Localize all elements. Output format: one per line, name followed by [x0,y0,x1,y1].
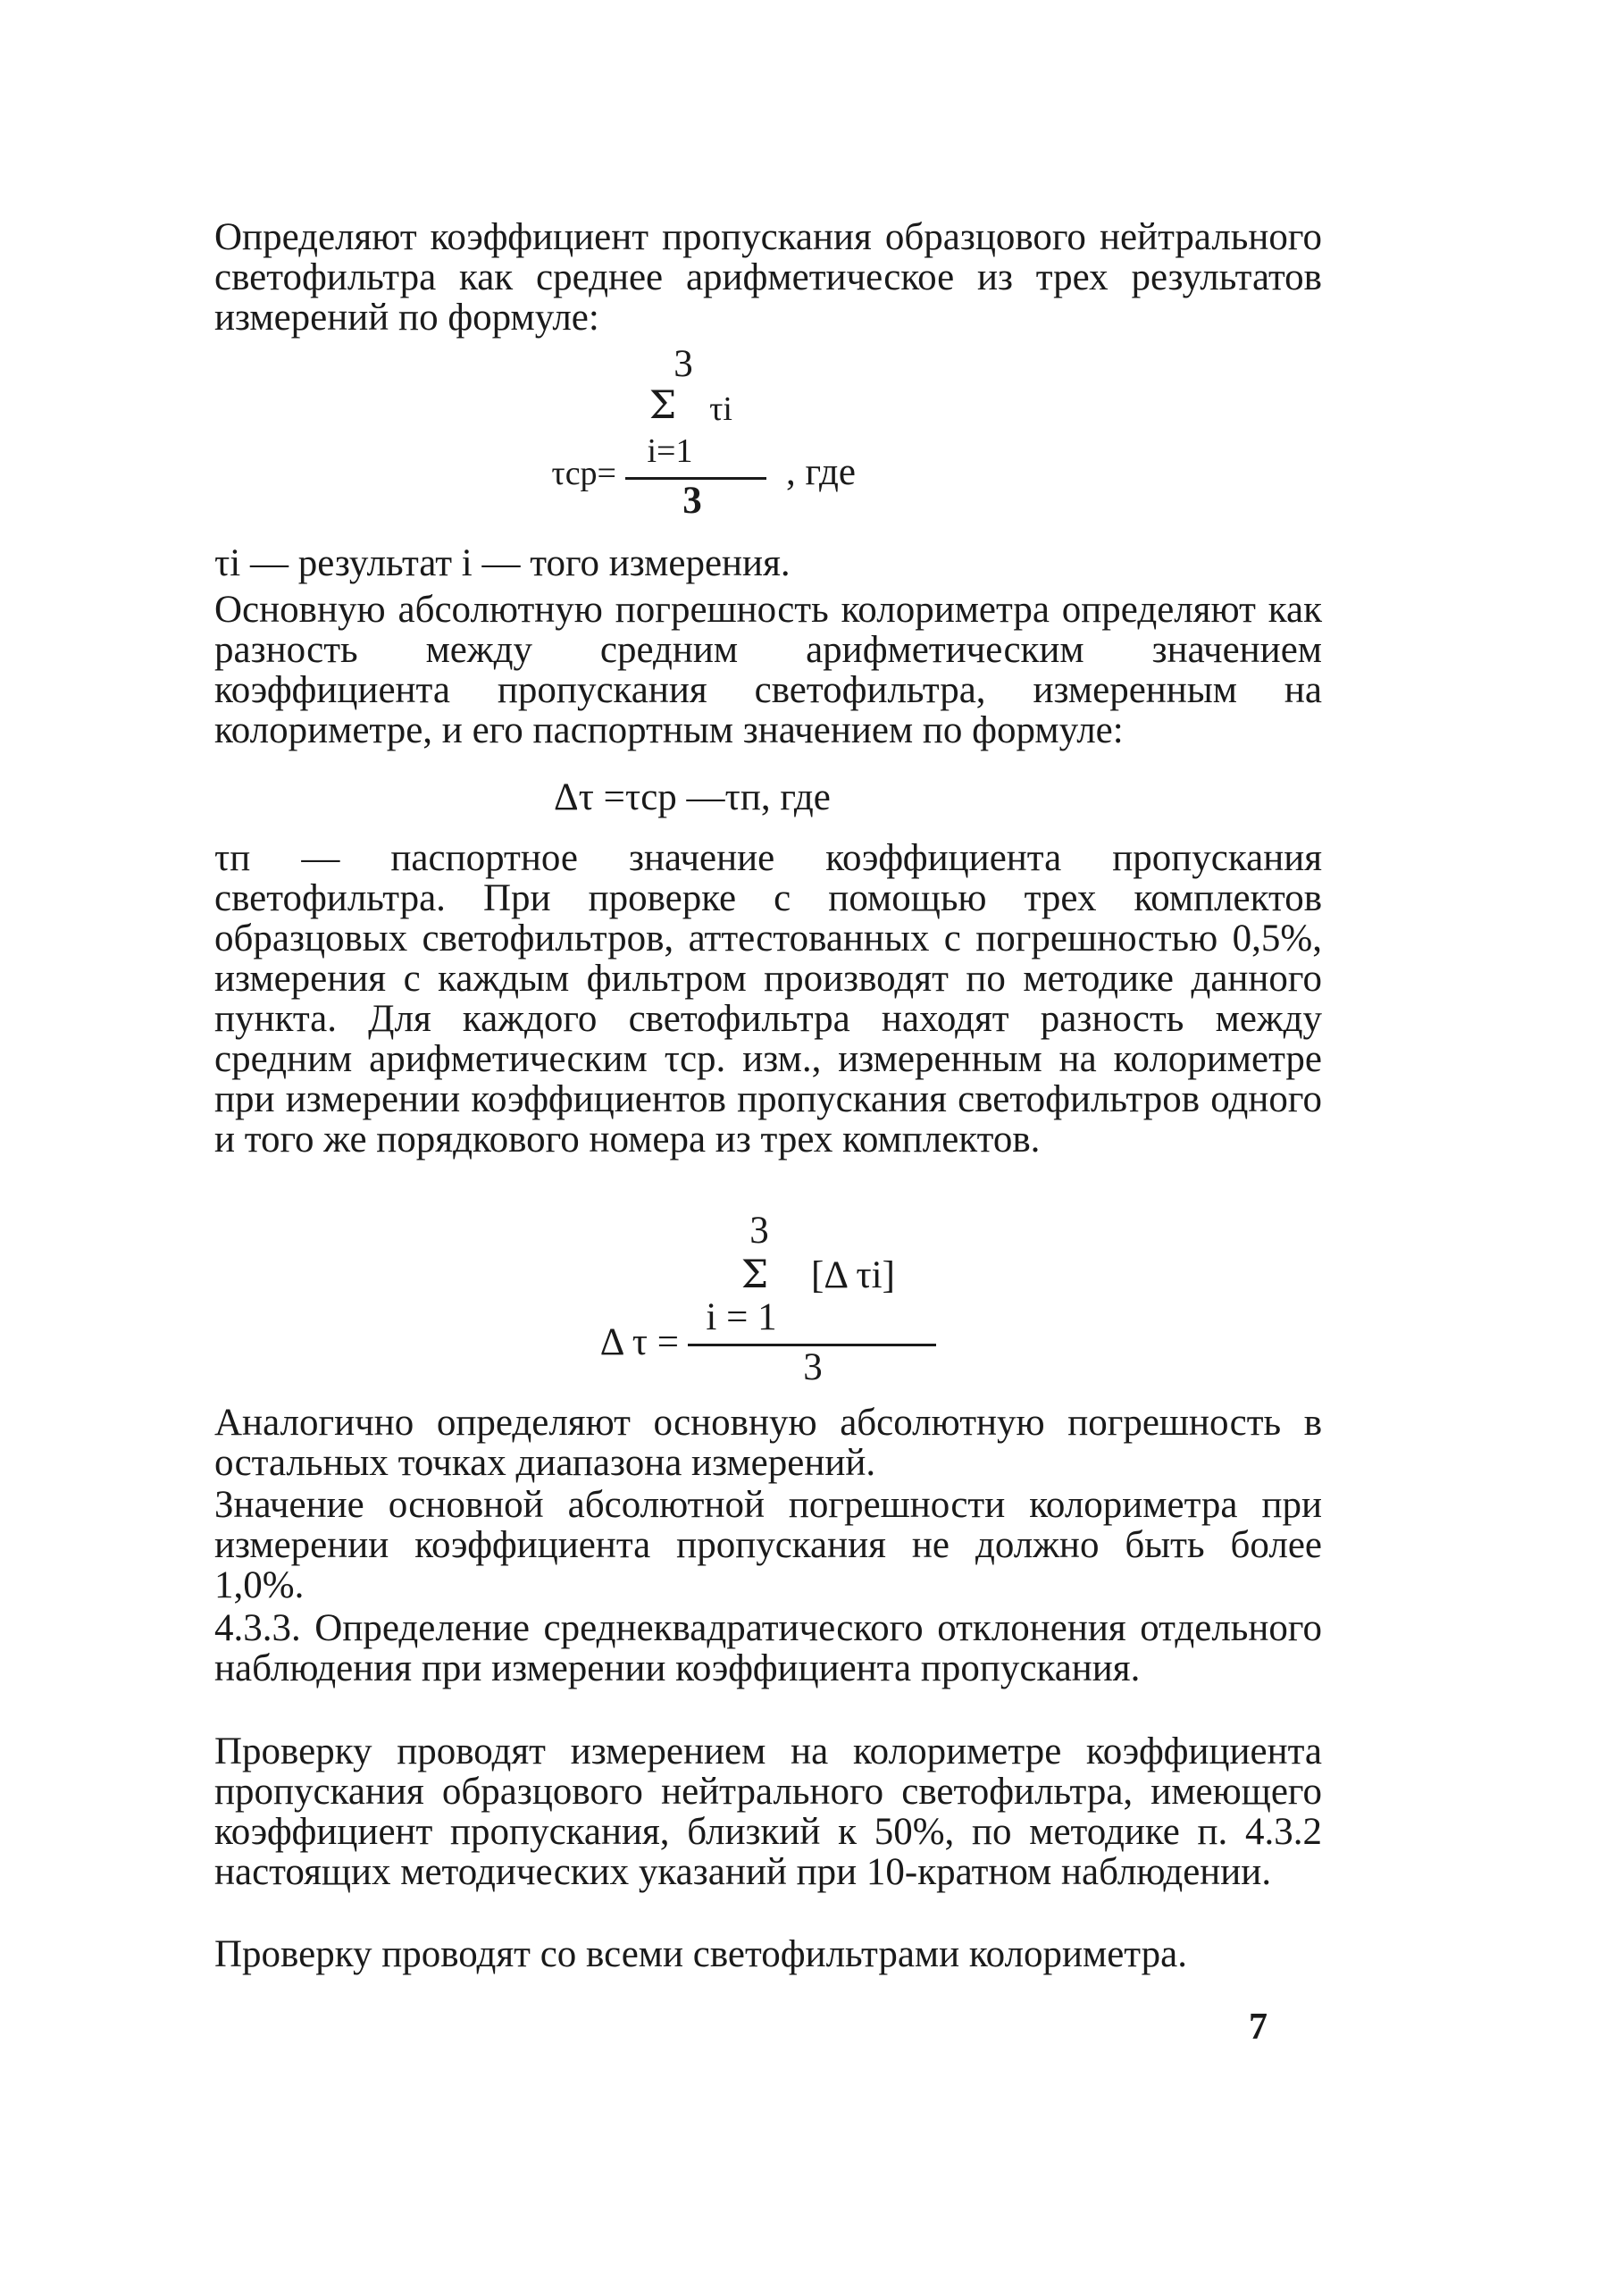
paragraph-analogous: Аналогично определяют основную абсолютную погрешность в остальных точках диапазона измерений. [214,1402,1322,1484]
paragraph-tau-i-definition: τi — результат i — того измерения. [214,542,791,584]
sum3-term: [Δ τi] [811,1254,895,1296]
sigma3-symbol: Σ [740,1253,769,1297]
paragraph-all-filters: Проверку проводят со всеми светофильтрами колориметра. [214,1933,1187,1975]
paragraph-verification-method: Проверку проводят измерением на колориметре коэффициента пропускания образцового нейтрального светофильтра, имеющего коэффициент пропускания, близкий к 50%, по методике п. 4.3.2 настоящих методических указаний при 10-кратном наблюдении. [214,1730,1322,1893]
formula1-lhs: τcp= [551,455,616,492]
formula3-denominator: 3 [803,1346,823,1388]
formula1-suffix: , где [786,451,856,493]
paragraph-tau-n-definition: τп — паспортное значение коэффициента пропускания светофильтра. При проверке с помощью трех комплектов образцовых светофильтров, аттестованных с погрешностью 0,5%, измерения с каждым фильтром производят по методике данного пункта. Для каждого светофильтра находят разность между средним арифметическим τср. изм., измеренным на колориметре при измерении коэффициентов пропускания светофильтров одного и того же порядкового номера из трех комплектов. [214,837,1322,1161]
sigma-symbol: Σ [648,383,677,428]
sum3-lower-limit: i = 1 [706,1296,777,1338]
page-number: 7 [1249,2007,1268,2048]
paragraph-section-4-3-3: 4.3.3. Определение среднеквадратического отклонения отдельного наблюдения при измерении коэффициента пропускания. [214,1607,1322,1689]
paragraph-absolute-error: Основную абсолютную погрешность колориметра определяют как разность между средним арифметическим значением коэффициента пропускания светофильтра, измеренным на колориметре, и его паспортным значением по формуле: [214,589,1322,751]
formula1-denominator: 3 [682,480,702,522]
sum-lower-limit: i=1 [647,432,693,470]
sum3-upper-limit: 3 [749,1210,769,1252]
sum-term: τi [709,390,732,428]
sum-upper-limit: 3 [674,343,693,385]
formula-delta-tau: Δτ =τcp —τп, где [554,776,831,818]
formula3-lhs: Δ τ = [599,1321,679,1363]
paragraph-intro: Определяют коэффициент пропускания образцового нейтрального светофильтра как среднее арифметическое из трех результатов измерений по формуле: [214,216,1322,339]
paragraph-limit-value: Значение основной абсолютной погрешности колориметра при измерении коэффициента пропускания не должно быть более 1,0%. [214,1484,1322,1606]
